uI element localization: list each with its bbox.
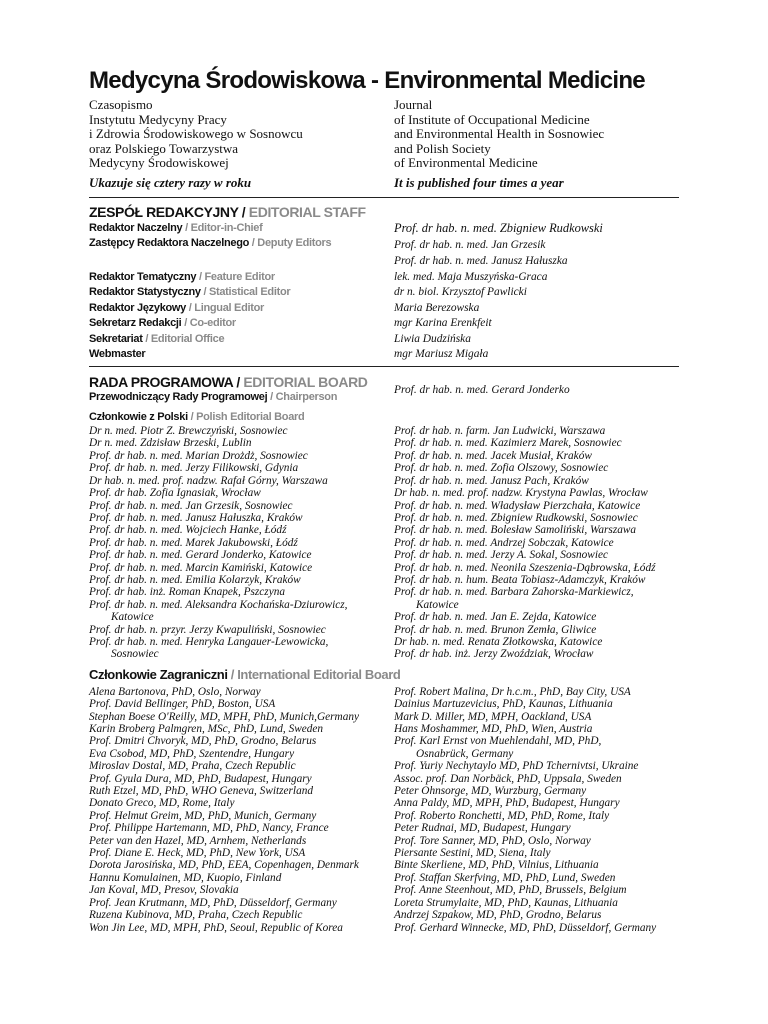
member: Peter Rudnai, MD, Budapest, Hungary (394, 822, 571, 835)
role-en: / Co-editor (184, 317, 236, 330)
staff-name: Prof. dr hab. n. med. Zbigniew Rudkowski (394, 221, 603, 236)
member: Prof. dr hab. n. med. Bolesław Samoliński, Warszawa (394, 524, 637, 537)
member: Prof. dr hab. n. med. Marek Jakubowski, Łódź (89, 536, 298, 549)
member: Prof. Gyula Dura, MD, PhD, Budapest, Hungary (89, 772, 312, 785)
subheading-en: / Polish Editorial Board (190, 411, 305, 424)
member: Prof. dr hab. n. med. Kazimierz Marek, Sosnowiec (394, 437, 622, 450)
member: Peter Ohnsorge, MD, Wurzburg, Germany (394, 785, 587, 798)
member: Dr hab. n. med. Renata Złotkowska, Katowice (394, 635, 603, 648)
member: Jan Koval, MD, Presov, Slovakia (89, 884, 239, 897)
role-pl: Redaktor Statystyczny (89, 286, 201, 299)
member: Prof. dr hab. n. przyr. Jerzy Kwapuliński, Sosnowiec (89, 623, 326, 636)
member: Eva Csobod, MD, PhD, Szentendre, Hungary (89, 747, 295, 760)
member: Stephan Boese O'Reilly, MD, MPH, PhD, Munich,Germany (89, 710, 360, 723)
international-board-heading (89, 667, 679, 683)
member: Prof. dr hab. n. med. Henryka Langauer-Lewowicka, (89, 635, 329, 648)
member: Miroslav Dostal, MD, Praha, Czech Republic (89, 760, 296, 773)
member: Prof. Robert Malina, Dr h.c.m., PhD, Bay City, USA (394, 685, 631, 698)
international-board-list (89, 686, 679, 934)
publication-frequency-pl: Ukazuje się cztery razy w roku (89, 174, 252, 190)
member: Prof. Gerhard Winnecke, MD, PhD, Düsseldorf, Germany (394, 921, 657, 934)
member: Prof. dr hab. n. med. Jacek Musiał, Kraków (394, 449, 592, 462)
member: Prof. Yuriy Nechytaylo MD, PhD Tchernivtsi, Ukraine (394, 760, 639, 773)
member: Prof. dr hab. n. med. Marcin Kamiński, Katowice (89, 561, 313, 574)
member: Dr hab. n. med. prof. nadzw. Krystyna Pawlas, Wrocław (394, 487, 648, 500)
masthead-line: of Institute of Occupational Medicine (394, 111, 590, 127)
staff-row (89, 316, 679, 332)
masthead-line: Journal (394, 97, 433, 112)
staff-name: Prof. dr hab. n. med. Janusz Hałuszka (394, 255, 568, 268)
heading-pl: RADA PROGRAMOWA / (89, 374, 240, 391)
staff-row (89, 221, 679, 237)
member: Prof. dr hab. n. hum. Beata Tobiasz-Adamczyk, Kraków (394, 573, 646, 586)
subheading-pl: Członkowie Zagraniczni (89, 666, 228, 682)
member: Prof. Dmitri Chvoryk, MD, PhD, Grodno, Belarus (89, 735, 317, 748)
masthead-line: oraz Polskiego Towarzystwa (89, 140, 239, 156)
member: Hannu Komulainen, MD, Kuopio, Finland (89, 871, 282, 884)
polish-board-left (89, 425, 394, 661)
member: Piersante Sestini, MD, Siena, Italy (394, 847, 551, 860)
staff-row (89, 236, 679, 269)
masthead-line: and Polish Society (394, 140, 491, 156)
staff-row (89, 331, 679, 347)
staff-names (394, 269, 679, 285)
role-en: / Deputy Editors (251, 237, 332, 250)
masthead-line: Medycyny Środowiskowej (89, 155, 229, 171)
member: Prof. Jean Krutmann, MD, PhD, Düsseldorf, Germany (89, 896, 337, 909)
masthead-line: Instytutu Medycyny Pracy (89, 111, 227, 127)
member: Dr hab. n. med. prof. nadzw. Rafał Górny, Warszawa (89, 474, 328, 487)
member: Ruzena Kubinova, MD, Praha, Czech Republic (89, 909, 303, 922)
role-en: / Editorial Office (145, 332, 225, 345)
member: Prof. David Bellinger, PhD, Boston, USA (89, 698, 276, 711)
role-pl: Redaktor Tematyczny (89, 270, 197, 283)
member: Prof. Philippe Hartemann, MD, PhD, Nancy, France (89, 822, 329, 835)
staff-row (89, 347, 679, 363)
masthead-line: and Environmental Health in Sosnowiec (394, 126, 605, 142)
member: Prof. dr hab. n. med. Jan Grzesik, Sosnowiec (89, 499, 293, 512)
masthead-columns (89, 98, 679, 191)
staff-name: lek. med. Maja Muszyńska-Graca (394, 270, 548, 283)
member: Prof. dr hab. Zofia Ignasiak, Wrocław (89, 487, 261, 500)
subheading-pl: Członkowie z Polski (89, 411, 188, 424)
staff-role (89, 317, 394, 329)
role-pl: Redaktor Językowy (89, 301, 186, 314)
member: Prof. Diane E. Heck, MD, PhD, New York, USA (89, 847, 306, 860)
staff-name: mgr Karina Erenkfeit (394, 317, 492, 330)
staff-role (89, 286, 394, 298)
staff-role (89, 348, 394, 360)
member: Prof. dr hab. n. med. Wojciech Hanke, Łódź (89, 524, 287, 537)
staff-role (89, 222, 394, 234)
masthead-page (89, 66, 679, 934)
member: Prof. dr hab. n. farm. Jan Ludwicki, Warszawa (394, 425, 606, 438)
member: Dorota Jarosińska, MD, PhD, EEA, Copenhagen, Denmark (89, 859, 359, 872)
role-en: / Editor-in-Chief (185, 222, 263, 235)
staff-names (394, 315, 679, 331)
member: Alena Bartonova, PhD, Oslo, Norway (89, 685, 261, 698)
member: Anna Paldy, MD, MPH, PhD, Budapest, Hungary (394, 797, 620, 810)
member: Prof. Roberto Ronchetti, MD, PhD, Rome, Italy (394, 809, 610, 822)
member: Prof. dr hab. n. med. Zbigniew Rudkowski, Sosnowiec (394, 511, 638, 524)
staff-role (89, 333, 394, 345)
heading-en: EDITORIAL STAFF (248, 203, 366, 220)
member: Andrzej Szpakow, MD, PhD, Grodno, Belarus (394, 909, 602, 922)
member: Prof. dr hab. n. med. Władysław Pierzchała, Katowice (394, 499, 641, 512)
member: Won Jin Lee, MD, MPH, PhD, Seoul, Republic of Korea (89, 921, 343, 934)
staff-name: Maria Berezowska (394, 301, 480, 314)
chair-role (89, 391, 394, 403)
member: Prof. dr hab. n. med. Neonila Szeszenia-Dąbrowska, Łódź (394, 561, 656, 574)
member-continued: Osnabrück, Germany (416, 747, 514, 760)
publication-frequency-en: It is published four times a year (394, 174, 564, 190)
member: Mark D. Miller, MD, MPH, Oackland, USA (394, 710, 592, 723)
member: Prof. Helmut Greim, MD, PhD, Munich, Germany (89, 809, 317, 822)
member: Prof. Karl Ernst von Muehlendahl, MD, PhD, (394, 735, 602, 748)
subheading-en: / International Editorial Board (230, 666, 401, 682)
journal-title: Medycyna Środowiskowa - Environmental Medicine (89, 67, 645, 94)
member: Prof. dr hab. n. med. Jerzy A. Sokal, Sosnowiec (394, 549, 608, 562)
role-pl: Przewodniczący Rady Programowej (89, 391, 268, 404)
role-pl: Sekretariat (89, 332, 143, 345)
international-board-left (89, 686, 394, 934)
staff-names (394, 220, 679, 236)
member: Prof. dr hab. n. med. Brunon Zemła, Gliwice (394, 623, 597, 636)
role-pl: Webmaster (89, 348, 146, 361)
staff-role (89, 302, 394, 314)
polish-board-list (89, 425, 679, 661)
divider (89, 197, 679, 198)
member: Prof. dr hab. n. med. Zofia Olszowy, Sosnowiec (394, 462, 609, 475)
member: Prof. dr hab. n. med. Gerard Jonderko, Katowice (89, 549, 312, 562)
editorial-staff-list (89, 221, 679, 363)
heading-pl: ZESPÓŁ REDAKCYJNY / (89, 203, 246, 220)
member: Assoc. prof. Dan Norbäck, PhD, Uppsala, Sweden (394, 772, 622, 785)
role-en: / Feature Editor (198, 270, 275, 283)
member: Hans Moshammer, MD, PhD, Wien, Austria (394, 723, 593, 735)
staff-role (89, 271, 394, 283)
member: Prof. dr hab. n. med. Aleksandra Kochańska-Dziurowicz, (89, 598, 348, 611)
role-pl: Zastępcy Redaktora Naczelnego (89, 237, 250, 250)
member: Dr n. med. Piotr Z. Brewczyński, Sosnowiec (89, 425, 288, 438)
staff-names (394, 237, 679, 269)
member: Prof. dr hab. n. med. Janusz Hałuszka, Kraków (89, 511, 303, 524)
member: Dr n. med. Zdzisław Brzeski, Lublin (89, 437, 252, 450)
member-continued: Sosnowiec (111, 648, 159, 661)
member-continued: Katowice (111, 611, 154, 624)
member: Prof. dr hab. inż. Jerzy Zwoździak, Wrocław (394, 648, 594, 661)
staff-name: mgr Mariusz Migała (394, 348, 489, 361)
masthead-left (89, 98, 394, 191)
member: Prof. dr hab. n. med. Jerzy Filikowski, Gdynia (89, 462, 299, 475)
staff-row (89, 300, 679, 316)
staff-name: dr n. biol. Krzysztof Pawlicki (394, 286, 527, 299)
role-pl: Sekretarz Redakcji (89, 317, 182, 330)
staff-row (89, 285, 679, 301)
member: Binte Skerliene, MD, PhD, Vilnius, Lithuania (394, 859, 599, 872)
staff-names (394, 284, 679, 300)
member: Prof. Staffan Skerfving, MD, PhD, Lund, Sweden (394, 871, 616, 884)
staff-names (394, 331, 679, 347)
divider (89, 366, 679, 367)
staff-name: Liwia Dudzińska (394, 332, 471, 345)
role-en: / Chairperson (270, 391, 338, 404)
heading-en: EDITORIAL BOARD (243, 374, 368, 391)
member: Prof. dr hab. n. med. Barbara Zahorska-Markiewicz, (394, 586, 634, 599)
editorial-staff-heading (89, 204, 679, 220)
member-continued: Katowice (416, 598, 459, 611)
masthead-line: of Environmental Medicine (394, 155, 538, 171)
staff-names (394, 300, 679, 316)
masthead-right (394, 98, 679, 191)
member: Prof. Tore Sanner, MD, PhD, Oslo, Norway (394, 834, 591, 847)
chairperson-row (89, 384, 679, 404)
member: Ruth Etzel, MD, PhD, WHO Geneva, Switzerland (89, 785, 314, 798)
polish-board-heading (89, 410, 679, 424)
role-pl: Redaktor Naczelny (89, 222, 183, 235)
member: Loreta Strumylaite, MD, PhD, Kaunas, Lithuania (394, 896, 618, 909)
staff-name: Prof. dr hab. n. med. Jan Grzesik (394, 239, 546, 252)
staff-role (89, 237, 394, 249)
member: Dainius Martuzevicius, PhD, Kaunas, Lithuania (394, 698, 613, 711)
role-en: / Statistical Editor (203, 286, 291, 299)
member: Donato Greco, MD, Rome, Italy (89, 797, 235, 810)
masthead-line: Czasopismo (89, 97, 153, 112)
staff-names (394, 346, 679, 362)
member: Prof. dr hab. n. med. Emilia Kolarzyk, Kraków (89, 573, 301, 586)
member: Peter van den Hazel, MD, Arnhem, Netherlands (89, 834, 307, 847)
member: Prof. dr hab. n. med. Marian Drożdż, Sosnowiec (89, 449, 308, 462)
member: Karin Broberg Palmgren, MSc, PhD, Lund, Sweden (89, 723, 324, 735)
role-en: / Lingual Editor (188, 301, 265, 314)
polish-board-right (394, 425, 679, 661)
staff-row (89, 269, 679, 285)
member: Prof. dr hab. n. med. Janusz Pach, Kraków (394, 474, 589, 487)
international-board-right (394, 686, 679, 934)
chair-name: Prof. dr hab. n. med. Gerard Jonderko (394, 384, 570, 397)
member: Prof. dr hab. inż. Roman Knapek, Pszczyna (89, 586, 286, 599)
member: Prof. dr hab. n. med. Jan E. Zejda, Katowice (394, 611, 597, 624)
member: Prof. dr hab. n. med. Andrzej Sobczak, Katowice (394, 536, 614, 549)
member: Prof. Anne Steenhout, MD, PhD, Brussels, Belgium (394, 884, 627, 897)
masthead-line: i Zdrowia Środowiskowego w Sosnowcu (89, 126, 303, 142)
